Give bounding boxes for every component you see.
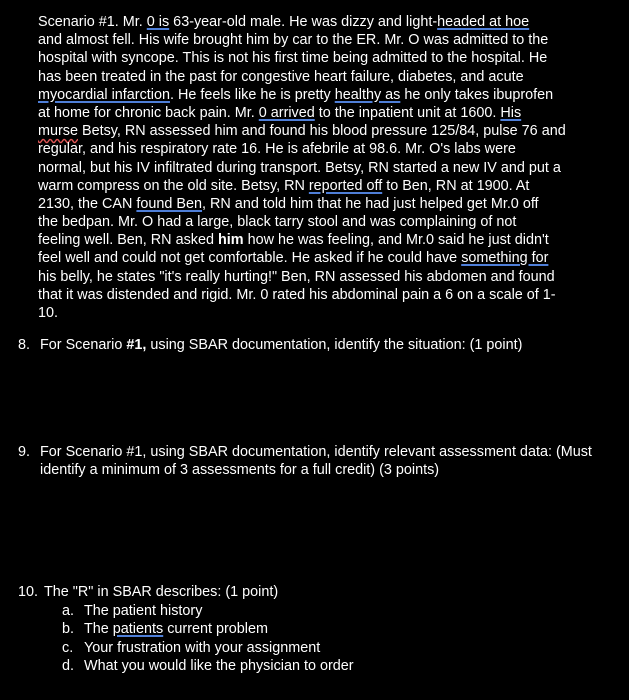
text-run: What you would like the physician to order bbox=[84, 657, 354, 674]
scenario-line bbox=[38, 304, 598, 322]
text-run: how he was feeling, and Mr.0 said he just didn't bbox=[243, 232, 549, 249]
text-run: reported off bbox=[308, 177, 383, 194]
scenario-line bbox=[38, 104, 598, 122]
scenario-line bbox=[38, 31, 598, 49]
scenario-line bbox=[38, 122, 598, 140]
scenario-line bbox=[38, 249, 598, 267]
text-run: Scenario #1. Mr. bbox=[38, 14, 147, 30]
text-run: his belly, he states "it's really hurting!" Ben, RN assessed his abdomen and found bbox=[38, 268, 555, 285]
text-run: to Ben, RN at 1900. At bbox=[382, 177, 530, 194]
scenario-line bbox=[38, 159, 598, 177]
text-run: and almost fell. His wife brought him by car to the ER. Mr. O was admitted to the bbox=[38, 32, 549, 49]
text-run: normal, but his IV infiltrated during transport. Betsy, RN started a new IV and put a bbox=[38, 159, 561, 176]
text-run: headed at hoe bbox=[437, 14, 530, 30]
text-run: 2130, the CAN bbox=[38, 195, 137, 212]
text-run: has been treated in the past for congestive heart failure, diabetes, and acute bbox=[38, 68, 524, 85]
text-run: murse bbox=[38, 123, 78, 140]
question-9 bbox=[18, 443, 618, 479]
question-9-number: 9. bbox=[18, 444, 31, 460]
scenario-line bbox=[38, 140, 598, 158]
scenario-paragraph bbox=[38, 13, 598, 322]
scenario-line bbox=[38, 195, 598, 213]
text-run: feeling well. Ben, RN asked bbox=[38, 232, 218, 249]
text-run: that it was distended and rigid. Mr. 0 rated his abdominal pain a 6 on a scale of 1- bbox=[38, 286, 556, 303]
text-run: 63-year-old male. He was dizzy and light- bbox=[169, 14, 438, 30]
scenario-line bbox=[38, 268, 598, 286]
text-run: patients bbox=[112, 621, 164, 638]
scenario-line bbox=[38, 286, 598, 304]
scenario-line bbox=[38, 177, 598, 195]
answer-option-label: b. bbox=[62, 621, 75, 638]
text-run: feel well and could not get comfortable. He asked if he could have bbox=[38, 250, 462, 267]
question-8 bbox=[18, 336, 618, 354]
text-run: regular, and his respiratory rate 16. He is afebrile at 98.6. Mr. O's labs were bbox=[38, 141, 516, 158]
text-run: 0 is bbox=[146, 14, 170, 30]
text-run: found Ben bbox=[136, 195, 203, 212]
text-run: warm compress on the old site. Betsy, RN bbox=[38, 177, 309, 194]
scenario-line bbox=[38, 68, 598, 86]
text-run: The bbox=[84, 621, 113, 638]
answer-option-label: a. bbox=[62, 603, 75, 620]
answer-option bbox=[18, 602, 618, 620]
answer-option bbox=[18, 639, 618, 657]
text-run: Betsy, RN assessed him and found his blood pressure 125/84, pulse 76 and bbox=[77, 123, 566, 140]
scenario-line bbox=[38, 13, 598, 31]
text-run: current problem bbox=[163, 621, 268, 638]
text-run: The patient history bbox=[84, 603, 203, 620]
answer-option bbox=[18, 657, 618, 675]
text-run: he only takes ibuprofen bbox=[400, 86, 554, 103]
question-10-options bbox=[18, 602, 618, 675]
question-10 bbox=[18, 583, 618, 675]
text-run: something for bbox=[461, 250, 549, 267]
text-run: him bbox=[217, 232, 244, 249]
text-run: Your frustration with your assignment bbox=[84, 639, 321, 656]
text-run: at home for chronic back pain. Mr. bbox=[38, 104, 259, 121]
answer-option-label: d. bbox=[62, 657, 75, 674]
question-8-text-pre: For Scenario bbox=[40, 337, 127, 353]
question-10-number: 10. bbox=[18, 584, 39, 600]
text-run: , RN and told him that he had just helped get Mr.0 off bbox=[202, 195, 539, 212]
scenario-line bbox=[38, 86, 598, 104]
text-run: healthy as bbox=[334, 86, 401, 103]
scenario-line bbox=[38, 231, 598, 249]
scenario-line bbox=[38, 49, 598, 67]
text-run: the bedpan. Mr. O had a large, black tarry stool and was complaining of not bbox=[38, 214, 517, 231]
text-run: hospital with syncope. This is not his first time being admitted to the hospital. He bbox=[38, 50, 548, 67]
question-8-number: 8. bbox=[18, 337, 31, 353]
question-9-text-line1: For Scenario #1, using SBAR documentation, identify relevant assessment data: (Must bbox=[40, 444, 592, 460]
text-run: 10. bbox=[38, 305, 59, 321]
question-9-text-line2: identify a minimum of 3 assessments for a full credit) (3 points) bbox=[40, 462, 440, 479]
question-8-text-post: using SBAR documentation, identify the situation: (1 point) bbox=[146, 337, 523, 353]
text-run: . He feels like he is pretty bbox=[169, 86, 335, 103]
answer-option bbox=[18, 620, 618, 638]
answer-option-label: c. bbox=[62, 639, 74, 656]
text-run: to the inpatient unit at 1600. bbox=[314, 104, 501, 121]
question-8-text-bold: #1, bbox=[126, 337, 147, 353]
text-run: myocardial infarction bbox=[38, 86, 170, 103]
text-run: His bbox=[500, 104, 522, 121]
question-10-text: The "R" in SBAR describes: (1 point) bbox=[44, 584, 279, 600]
scenario-line bbox=[38, 213, 598, 231]
text-run: 0 arrived bbox=[258, 104, 315, 121]
